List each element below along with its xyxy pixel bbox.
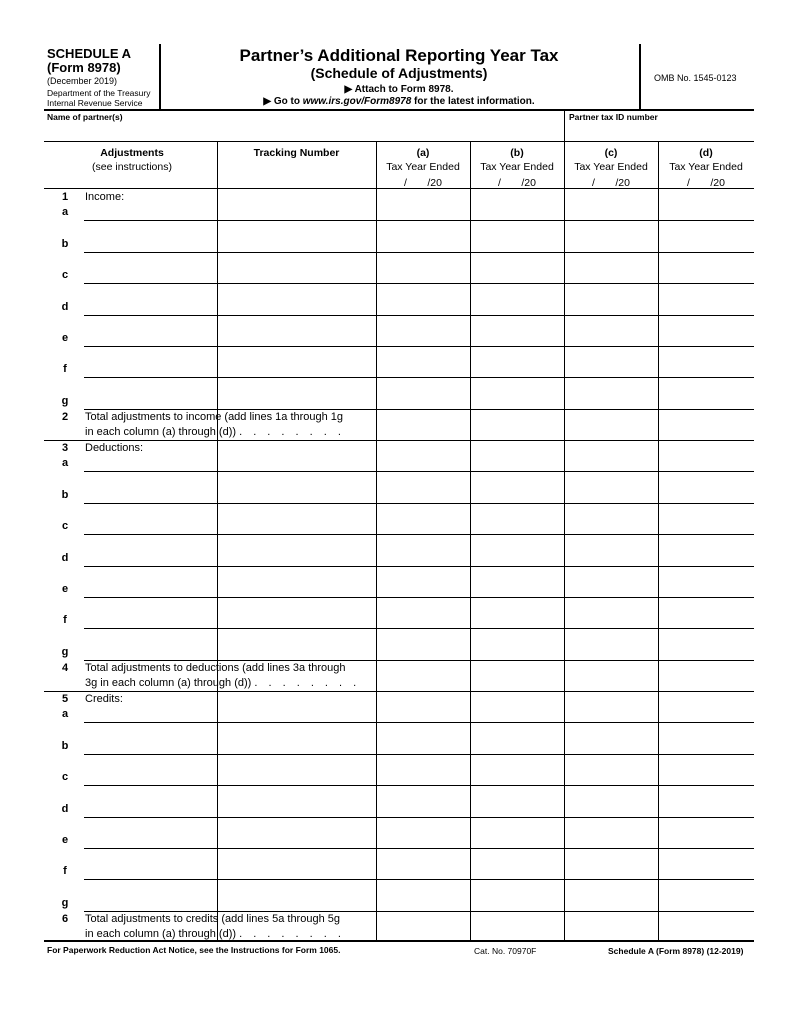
credits-line-e-tracking[interactable] bbox=[219, 819, 374, 846]
credits-line-a-label: a bbox=[61, 708, 69, 720]
deductions-line-f-tracking[interactable] bbox=[219, 599, 374, 626]
deductions-line-f-rule bbox=[84, 628, 754, 629]
goto-suffix: for the latest information. bbox=[411, 96, 535, 107]
income-line-f-tracking[interactable] bbox=[219, 348, 374, 375]
deductions-line-g-col-a[interactable] bbox=[378, 630, 468, 657]
form-subtitle: (Schedule of Adjustments) bbox=[310, 65, 488, 81]
income-line-f-label: f bbox=[63, 363, 67, 376]
deductions-line-d-label: d bbox=[61, 551, 69, 564]
divider-col-c bbox=[564, 141, 565, 941]
deductions_total-line2-text: 3g in each column (a) through (d)) bbox=[85, 676, 255, 689]
column-d-slash: / bbox=[687, 177, 690, 189]
deductions-line-b-col-d[interactable] bbox=[660, 473, 752, 500]
partner-name-field[interactable] bbox=[47, 123, 562, 139]
deductions-line-e-description[interactable] bbox=[84, 568, 216, 595]
credits-line-c-tracking[interactable] bbox=[219, 756, 374, 783]
deductions-line-b-col-c[interactable] bbox=[566, 473, 656, 500]
credits-line-a-col-a[interactable] bbox=[378, 693, 468, 720]
income-line-g-col-b[interactable] bbox=[472, 379, 562, 406]
column-a-label: Tax Year Ended bbox=[386, 161, 460, 173]
credits-section-label: Credits: bbox=[85, 693, 123, 705]
deductions-line-g-tracking[interactable] bbox=[219, 630, 374, 657]
credits-line-b-tracking[interactable] bbox=[219, 724, 374, 751]
credits_total-line1: Total adjustments to credits (add lines 5a through 5g bbox=[85, 912, 340, 925]
column-d-year: /20 bbox=[710, 177, 725, 189]
income_total-line2 bbox=[85, 426, 345, 438]
income-line-d-description[interactable] bbox=[84, 285, 216, 312]
deductions-line-c-description[interactable] bbox=[84, 505, 216, 532]
deductions-line-a-col-b[interactable] bbox=[472, 442, 562, 469]
column-a-letter: (a) bbox=[416, 147, 430, 159]
deductions-line-f-col-d[interactable] bbox=[660, 599, 752, 626]
credits-line-g-col-c[interactable] bbox=[566, 881, 656, 908]
partner-tin-label: Partner tax ID number bbox=[569, 112, 658, 122]
credits-line-a-tracking[interactable] bbox=[219, 693, 374, 720]
income-line-g-col-c[interactable] bbox=[566, 379, 656, 406]
income-line-f-col-c[interactable] bbox=[566, 348, 656, 375]
income_total-leader-dots: . . . . . . . . bbox=[239, 425, 345, 438]
deductions-line-c-col-b[interactable] bbox=[472, 505, 562, 532]
credits-line-d-description[interactable] bbox=[84, 787, 216, 814]
divider-col-a bbox=[376, 141, 377, 941]
income-line-c-col-c[interactable] bbox=[566, 254, 656, 281]
income-line-e-col-c[interactable] bbox=[566, 317, 656, 344]
column-b-header bbox=[470, 146, 564, 190]
income_total-line1: Total adjustments to income (add lines 1a through 1g bbox=[85, 410, 344, 423]
deductions_total-col-a[interactable] bbox=[378, 662, 468, 690]
credits_total-number: 6 bbox=[61, 912, 69, 925]
deductions-line-c-rule bbox=[84, 534, 754, 535]
paperwork-notice: For Paperwork Reduction Act Notice, see the Instructions for Form 1065. bbox=[47, 945, 341, 955]
deductions-line-a-col-a[interactable] bbox=[378, 442, 468, 469]
deductions-line-d-col-d[interactable] bbox=[660, 536, 752, 563]
deductions-line-b-col-a[interactable] bbox=[378, 473, 468, 500]
deductions_total-line2 bbox=[85, 677, 360, 689]
deductions_total-col-d[interactable] bbox=[660, 662, 752, 690]
income_total-rule bbox=[44, 440, 754, 441]
income_total-col-d[interactable] bbox=[660, 411, 752, 439]
deductions-line-e-col-d[interactable] bbox=[660, 568, 752, 595]
income-line-d-tracking[interactable] bbox=[219, 285, 374, 312]
deductions-line-f-col-a[interactable] bbox=[378, 599, 468, 626]
credits-line-a-col-c[interactable] bbox=[566, 693, 656, 720]
credits-line-f-tracking[interactable] bbox=[219, 850, 374, 877]
credits-line-d-col-c[interactable] bbox=[566, 787, 656, 814]
deductions-line-f-description[interactable] bbox=[84, 599, 216, 626]
irs-url-link[interactable]: www.irs.gov/Form8978 bbox=[302, 96, 412, 107]
income-line-g-col-a[interactable] bbox=[378, 379, 468, 406]
income-line-g-label: g bbox=[61, 394, 69, 407]
credits-line-a-description[interactable] bbox=[84, 693, 216, 720]
column-c-slash: / bbox=[592, 177, 595, 189]
income-line-f-col-a[interactable] bbox=[378, 348, 468, 375]
credits-line-b-label: b bbox=[61, 739, 69, 752]
deductions-line-a-description[interactable] bbox=[84, 442, 216, 469]
deductions-line-c-col-c[interactable] bbox=[566, 505, 656, 532]
credits-line-d-col-d[interactable] bbox=[660, 787, 752, 814]
income-line-a-col-d[interactable] bbox=[660, 191, 752, 218]
income-line-e-rule bbox=[84, 346, 754, 347]
credits-line-f-label: f bbox=[63, 865, 67, 878]
income-line-c-description[interactable] bbox=[84, 254, 216, 281]
column-d-letter: (d) bbox=[699, 147, 713, 159]
column-b-label: Tax Year Ended bbox=[480, 161, 554, 173]
divider-tracking bbox=[217, 141, 218, 941]
deductions-line-a-rule bbox=[84, 471, 754, 472]
credits-line-b-col-d[interactable] bbox=[660, 724, 752, 751]
credits-line-g-label: g bbox=[61, 896, 69, 909]
income-line-f-col-b[interactable] bbox=[472, 348, 562, 375]
credits_total-leader-dots: . . . . . . . . bbox=[239, 927, 345, 940]
column-b-letter: (b) bbox=[510, 147, 524, 159]
income-line-e-label: e bbox=[61, 332, 69, 344]
income-line-a-rule bbox=[84, 220, 754, 221]
column-b-year: /20 bbox=[521, 177, 536, 189]
deductions-line-d-description[interactable] bbox=[84, 536, 216, 563]
income-line-b-col-b[interactable] bbox=[472, 222, 562, 249]
deductions_total-leader-dots: . . . . . . . . bbox=[254, 676, 361, 689]
income_total-line2-text: in each column (a) through (d)) bbox=[85, 425, 240, 438]
credits-line-c-col-b[interactable] bbox=[472, 756, 562, 783]
table-bottom-rule bbox=[44, 940, 754, 942]
credits-line-g-col-a[interactable] bbox=[378, 881, 468, 908]
credits-line-d-tracking[interactable] bbox=[219, 787, 374, 814]
credits-line-f-col-a[interactable] bbox=[378, 850, 468, 877]
credits_total-col-c[interactable] bbox=[566, 913, 656, 941]
income-line-a-label: a bbox=[61, 206, 69, 218]
deductions-line-f-col-c[interactable] bbox=[566, 599, 656, 626]
income_total-col-c[interactable] bbox=[566, 411, 656, 439]
credits-line-e-label: e bbox=[61, 834, 69, 846]
deductions-line-e-label: e bbox=[61, 583, 69, 595]
income-line-b-tracking[interactable] bbox=[219, 222, 374, 249]
income-line-d-col-b[interactable] bbox=[472, 285, 562, 312]
column-c-header bbox=[564, 146, 658, 190]
deductions-line-f-label: f bbox=[63, 614, 67, 627]
income-line-c-label: c bbox=[61, 269, 69, 282]
adjustments-subtitle: (see instructions) bbox=[92, 161, 172, 173]
income-line-d-col-d[interactable] bbox=[660, 285, 752, 312]
credits-line-d-rule bbox=[84, 817, 754, 818]
credits-line-f-description[interactable] bbox=[84, 850, 216, 877]
deductions-line-d-col-a[interactable] bbox=[378, 536, 468, 563]
income-line-b-rule bbox=[84, 252, 754, 253]
deductions-line-e-col-c[interactable] bbox=[566, 568, 656, 595]
form-number: (Form 8978) bbox=[47, 60, 121, 75]
tracking-number-header: Tracking Number bbox=[253, 147, 340, 159]
credits-line-a-col-b[interactable] bbox=[472, 693, 562, 720]
credits-line-c-col-c[interactable] bbox=[566, 756, 656, 783]
credits-line-e-col-c[interactable] bbox=[566, 819, 656, 846]
deductions_total-col-b[interactable] bbox=[472, 662, 562, 690]
header-bottom-rule bbox=[44, 109, 754, 111]
deductions-line-b-description[interactable] bbox=[84, 473, 216, 500]
income-line-c-col-b[interactable] bbox=[472, 254, 562, 281]
credits-line-g-col-d[interactable] bbox=[660, 881, 752, 908]
deductions-section-label: Deductions: bbox=[85, 442, 144, 454]
income-line-d-col-a[interactable] bbox=[378, 285, 468, 312]
credits-line-b-rule bbox=[84, 754, 754, 755]
credits-line-e-col-b[interactable] bbox=[472, 819, 562, 846]
agency: Internal Revenue Service bbox=[47, 98, 143, 108]
credits-line-f-col-c[interactable] bbox=[566, 850, 656, 877]
income-section-number: 1 bbox=[61, 191, 69, 203]
column-c-year: /20 bbox=[615, 177, 630, 189]
schedule-label: SCHEDULE A bbox=[47, 46, 132, 61]
partner-name-label: Name of partner(s) bbox=[47, 112, 123, 122]
income-line-b-col-c[interactable] bbox=[566, 222, 656, 249]
credits-line-b-col-b[interactable] bbox=[472, 724, 562, 751]
deductions-line-a-label: a bbox=[61, 457, 69, 469]
income_total-number: 2 bbox=[61, 410, 69, 423]
deductions-line-e-tracking[interactable] bbox=[219, 568, 374, 595]
deductions-line-a-col-c[interactable] bbox=[566, 442, 656, 469]
income-line-d-label: d bbox=[61, 300, 69, 313]
deductions-line-f-col-b[interactable] bbox=[472, 599, 562, 626]
catalog-number: Cat. No. 70970F bbox=[474, 946, 537, 956]
column-c-label: Tax Year Ended bbox=[574, 161, 648, 173]
deductions_total-rule bbox=[44, 691, 754, 692]
deductions-line-c-label: c bbox=[61, 520, 69, 533]
deductions-line-e-col-a[interactable] bbox=[378, 568, 468, 595]
credits-line-d-col-b[interactable] bbox=[472, 787, 562, 814]
income-line-e-col-a[interactable] bbox=[378, 317, 468, 344]
income-line-e-description[interactable] bbox=[84, 317, 216, 344]
deductions-line-d-tracking[interactable] bbox=[219, 536, 374, 563]
income-line-c-col-a[interactable] bbox=[378, 254, 468, 281]
deductions-line-b-rule bbox=[84, 503, 754, 504]
credits-line-c-description[interactable] bbox=[84, 756, 216, 783]
omb-number: OMB No. 1545-0123 bbox=[654, 73, 737, 83]
income-line-g-tracking[interactable] bbox=[219, 379, 374, 406]
income-line-b-col-d[interactable] bbox=[660, 222, 752, 249]
deductions-line-e-col-b[interactable] bbox=[472, 568, 562, 595]
income-line-a-col-a[interactable] bbox=[378, 191, 468, 218]
income-line-a-col-c[interactable] bbox=[566, 191, 656, 218]
credits-line-e-rule bbox=[84, 848, 754, 849]
deductions-line-b-label: b bbox=[61, 488, 69, 501]
deductions-line-c-col-a[interactable] bbox=[378, 505, 468, 532]
income-line-d-col-c[interactable] bbox=[566, 285, 656, 312]
adjustments-header bbox=[47, 146, 217, 174]
deductions-line-g-col-b[interactable] bbox=[472, 630, 562, 657]
deductions-line-c-col-d[interactable] bbox=[660, 505, 752, 532]
income_total-col-a[interactable] bbox=[378, 411, 468, 439]
deductions-line-a-tracking[interactable] bbox=[219, 442, 374, 469]
credits-line-c-col-d[interactable] bbox=[660, 756, 752, 783]
column-a-header bbox=[376, 146, 470, 190]
column-c-letter: (c) bbox=[604, 147, 618, 159]
income-line-c-tracking[interactable] bbox=[219, 254, 374, 281]
credits-line-b-col-c[interactable] bbox=[566, 724, 656, 751]
income-line-e-tracking[interactable] bbox=[219, 317, 374, 344]
income-line-a-col-b[interactable] bbox=[472, 191, 562, 218]
income-line-d-rule bbox=[84, 315, 754, 316]
income-line-a-tracking[interactable] bbox=[219, 191, 374, 218]
credits-line-f-col-d[interactable] bbox=[660, 850, 752, 877]
deductions_total-line1: Total adjustments to deductions (add lines 3a through bbox=[85, 661, 346, 674]
deductions-line-g-label: g bbox=[61, 645, 69, 658]
income-line-f-col-d[interactable] bbox=[660, 348, 752, 375]
credits-line-c-label: c bbox=[61, 771, 69, 784]
goto-instruction bbox=[161, 96, 637, 107]
deductions-line-c-tracking[interactable] bbox=[219, 505, 374, 532]
income-line-f-rule bbox=[84, 377, 754, 378]
goto-prefix: ▶ Go to bbox=[263, 96, 303, 107]
column-d-label: Tax Year Ended bbox=[669, 161, 743, 173]
income-line-b-label: b bbox=[61, 237, 69, 250]
deductions-line-e-rule bbox=[84, 597, 754, 598]
revision-date: (December 2019) bbox=[47, 76, 118, 86]
credits-line-c-rule bbox=[84, 785, 754, 786]
credits-line-f-rule bbox=[84, 879, 754, 880]
column-b-slash: / bbox=[498, 177, 501, 189]
deductions-line-a-col-d[interactable] bbox=[660, 442, 752, 469]
column-header-bottom-rule bbox=[44, 188, 754, 189]
credits-line-f-col-b[interactable] bbox=[472, 850, 562, 877]
column-d-header bbox=[658, 146, 754, 190]
column-a-year: /20 bbox=[427, 177, 442, 189]
income-line-g-col-d[interactable] bbox=[660, 379, 752, 406]
credits_total-line2-text: in each column (a) through (d)) bbox=[85, 927, 240, 940]
income-line-c-rule bbox=[84, 283, 754, 284]
income-line-b-col-a[interactable] bbox=[378, 222, 468, 249]
income-line-f-description[interactable] bbox=[84, 348, 216, 375]
credits-line-g-rule bbox=[84, 911, 754, 912]
deductions-section-number: 3 bbox=[61, 442, 69, 454]
credits_total-col-b[interactable] bbox=[472, 913, 562, 941]
attach-instruction: ▶ Attach to Form 8978. bbox=[344, 84, 454, 95]
deductions-line-g-rule bbox=[84, 660, 754, 661]
deductions-line-g-col-c[interactable] bbox=[566, 630, 656, 657]
deductions_total-number: 4 bbox=[61, 661, 69, 674]
credits-line-e-col-d[interactable] bbox=[660, 819, 752, 846]
credits-section-number: 5 bbox=[61, 693, 69, 705]
credits-line-g-col-b[interactable] bbox=[472, 881, 562, 908]
deductions-line-g-col-d[interactable] bbox=[660, 630, 752, 657]
divider-col-b bbox=[470, 141, 471, 941]
header-divider-right bbox=[639, 44, 641, 109]
credits_total-col-a[interactable] bbox=[378, 913, 468, 941]
form-title: Partner’s Additional Reporting Year Tax bbox=[239, 46, 559, 65]
credits-line-g-tracking[interactable] bbox=[219, 881, 374, 908]
credits-line-a-rule bbox=[84, 722, 754, 723]
credits-line-a-col-d[interactable] bbox=[660, 693, 752, 720]
identity-bottom-rule bbox=[44, 141, 754, 142]
income-line-a-description[interactable] bbox=[84, 191, 216, 218]
income-line-e-col-d[interactable] bbox=[660, 317, 752, 344]
income-line-g-rule bbox=[84, 409, 754, 410]
tin-divider bbox=[564, 109, 565, 141]
adjustments-title: Adjustments bbox=[100, 147, 164, 159]
credits-line-c-col-a[interactable] bbox=[378, 756, 468, 783]
income-line-c-col-d[interactable] bbox=[660, 254, 752, 281]
credits-line-b-col-a[interactable] bbox=[378, 724, 468, 751]
deductions_total-col-c[interactable] bbox=[566, 662, 656, 690]
schedule-footer: Schedule A (Form 8978) (12-2019) bbox=[608, 946, 744, 956]
income-line-e-col-b[interactable] bbox=[472, 317, 562, 344]
divider-col-d bbox=[658, 141, 659, 941]
income_total-col-b[interactable] bbox=[472, 411, 562, 439]
column-a-slash: / bbox=[404, 177, 407, 189]
deductions-line-d-col-b[interactable] bbox=[472, 536, 562, 563]
deductions-line-d-col-c[interactable] bbox=[566, 536, 656, 563]
partner-tin-field[interactable] bbox=[569, 123, 752, 139]
credits_total-line2 bbox=[85, 928, 345, 940]
credits-line-e-col-a[interactable] bbox=[378, 819, 468, 846]
income-line-b-description[interactable] bbox=[84, 222, 216, 249]
deductions-line-b-tracking[interactable] bbox=[219, 473, 374, 500]
credits-line-d-col-a[interactable] bbox=[378, 787, 468, 814]
credits-line-e-description[interactable] bbox=[84, 819, 216, 846]
department: Department of the Treasury bbox=[47, 88, 151, 98]
income-section-label: Income: bbox=[85, 191, 125, 203]
credits-line-d-label: d bbox=[61, 802, 69, 815]
deductions-line-d-rule bbox=[84, 566, 754, 567]
credits_total-col-d[interactable] bbox=[660, 913, 752, 941]
deductions-line-b-col-b[interactable] bbox=[472, 473, 562, 500]
credits-line-b-description[interactable] bbox=[84, 724, 216, 751]
